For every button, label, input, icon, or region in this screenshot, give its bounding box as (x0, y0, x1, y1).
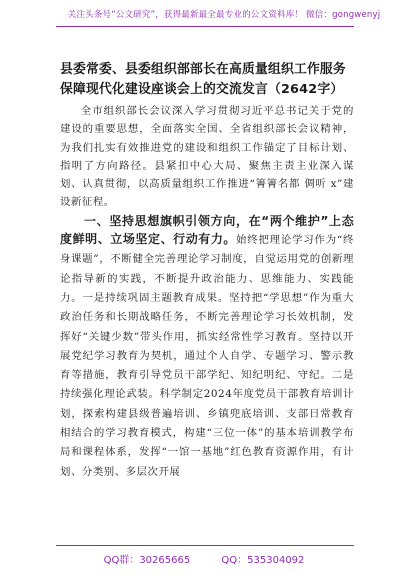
footer-qq: QQ：535304092 (221, 555, 305, 566)
section-paragraph: 始终把理论学习作为“终身课题”，不断健全完善理论学习制度，自觉运用党的创新理论指导新的实践，不断提升政治能力、思维能力、实践能力。一是持续巩固主题教育成果。坚持把“学思想”作为重大政治任务和长期战略任务，不断完善理论学习长效机制，发挥好“关键少数”带头作用，抓实经常性学习教育。坚持以开展党纪学习教育为契机，通过个人自学、专题学习、警示教育等措施，教育引导党员干部学纪、知纪明纪、守纪。二是持续强化理论武装。科学制定2024年度党员干部教育培训计划，探索构建县级普遍培训、乡镇兜底培训、支部日常教育相结合的学习教育模式，构建“三位一体”的基本培训教学布局和课程体系，发挥“一馆一基地”红色教育资源作用，有计划、分类别、多层次开展 (60, 234, 354, 478)
footer-qq-group: QQ群：30265665 (103, 555, 191, 566)
header-divider (56, 26, 354, 27)
section-heading-text: 一、坚持思想旗帜引领方向，在“两个维护”上态度鲜明、立场坚定、行动有力。 (60, 213, 354, 247)
intro-paragraph: 全市组织部长会议深入学习贯彻习近平总书记关于党的建设的重要思想，全面落实全国、全省组织部长会议精神，为我们扎实有效推进党的建设和组织工作锚定了目标计划、指明了方向路径。县紧扣中心大局、聚焦主责主业深入谋划、认真贯彻，以高质量组织工作推进“箐箐名都 倜听 x”建设新征程。 (60, 105, 354, 209)
footer-divider (56, 545, 354, 546)
header-note: 关注头条号“公文研究”，获得最新最全最专业的公文资料库！ 微信：gongwenyj (67, 10, 381, 20)
document-title: 县委常委、县委组织部部长在高质量组织工作服务保障现代化建设座谈会上的交流发言（2642字） (60, 62, 346, 97)
document-body (60, 102, 354, 481)
section-heading (60, 212, 354, 481)
footer (0, 551, 408, 566)
